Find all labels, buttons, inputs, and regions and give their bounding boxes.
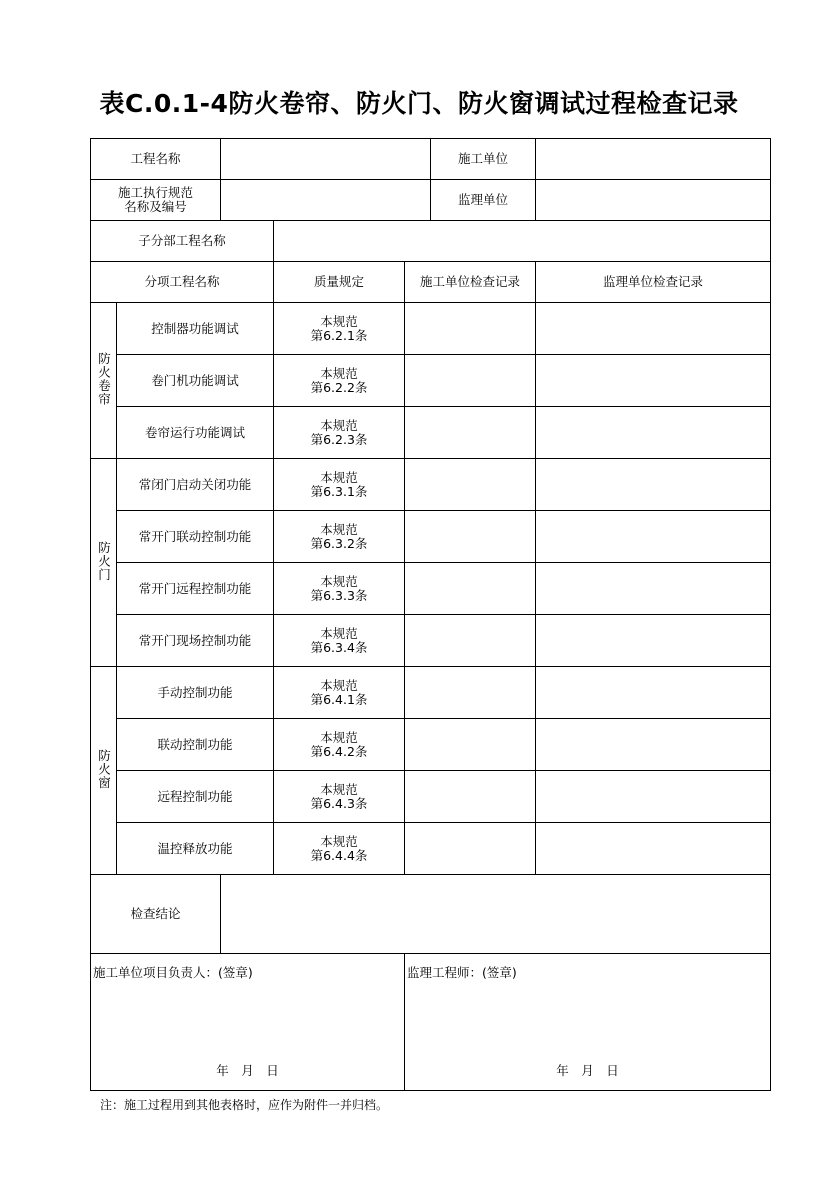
construction-signature-date: 年 月 日: [216, 1063, 279, 1078]
quality-standard: 本规范 第6.3.1条: [274, 459, 405, 511]
construction-record-cell[interactable]: [405, 615, 536, 667]
group-label-fire-door: 防火门: [91, 459, 117, 667]
conclusion-value[interactable]: [221, 875, 771, 954]
quality-standard: 本规范 第6.3.2条: [274, 511, 405, 563]
quality-standard: 本规范 第6.4.4条: [274, 823, 405, 875]
table-row-item: 常开门联动控制功能: [117, 511, 274, 563]
supervision-signature-date: 年 月 日: [556, 1063, 619, 1078]
supervision-record-cell[interactable]: [536, 823, 771, 875]
construction-record-cell[interactable]: [405, 667, 536, 719]
table-row-item: 远程控制功能: [117, 771, 274, 823]
table-row-item: 常开门现场控制功能: [117, 615, 274, 667]
group-label-fire-window: 防火窗: [91, 667, 117, 875]
supervision-signature-label: 监理工程师：(签章): [407, 965, 517, 980]
construction-record-cell[interactable]: [405, 459, 536, 511]
construction-record-cell[interactable]: [405, 303, 536, 355]
construction-record-cell[interactable]: [405, 771, 536, 823]
table-row-item: 常闭门启动关闭功能: [117, 459, 274, 511]
supervision-record-cell[interactable]: [536, 407, 771, 459]
project-name-label: 工程名称: [91, 139, 221, 180]
table-row-item: 卷帘运行功能调试: [117, 407, 274, 459]
supervision-record-cell[interactable]: [536, 615, 771, 667]
supervision-record-cell[interactable]: [536, 719, 771, 771]
construction-unit-value[interactable]: [536, 139, 771, 180]
conclusion-label: 检查结论: [91, 875, 221, 954]
table-row-item: 联动控制功能: [117, 719, 274, 771]
construction-record-cell[interactable]: [405, 719, 536, 771]
table-row-item: 常开门远程控制功能: [117, 563, 274, 615]
supervision-record-cell[interactable]: [536, 667, 771, 719]
standard-label: 施工执行规范 名称及编号: [91, 180, 221, 221]
construction-record-cell[interactable]: [405, 511, 536, 563]
footnote: 注：施工过程用到其他表格时，应作为附件一并归档。: [100, 1098, 389, 1112]
construction-record-cell[interactable]: [405, 355, 536, 407]
standard-value[interactable]: [221, 180, 431, 221]
sub-project-value[interactable]: [274, 221, 771, 262]
column-header-supervision-record: 监理单位检查记录: [536, 262, 771, 303]
quality-standard: 本规范 第6.2.1条: [274, 303, 405, 355]
group-label-fire-shutter: 防火卷帘: [91, 303, 117, 459]
supervision-signature-cell[interactable]: [405, 954, 771, 1091]
quality-standard: 本规范 第6.4.3条: [274, 771, 405, 823]
quality-standard: 本规范 第6.3.4条: [274, 615, 405, 667]
quality-standard: 本规范 第6.4.1条: [274, 667, 405, 719]
page-title: 表C.0.1-4防火卷帘、防火门、防火窗调试过程检查记录: [99, 89, 739, 118]
supervision-record-cell[interactable]: [536, 771, 771, 823]
quality-standard: 本规范 第6.2.3条: [274, 407, 405, 459]
table-row-item: 卷门机功能调试: [117, 355, 274, 407]
quality-standard: 本规范 第6.4.2条: [274, 719, 405, 771]
table-row-item: 控制器功能调试: [117, 303, 274, 355]
supervision-record-cell[interactable]: [536, 459, 771, 511]
column-header-quality: 质量规定: [274, 262, 405, 303]
quality-standard: 本规范 第6.3.3条: [274, 563, 405, 615]
supervision-record-cell[interactable]: [536, 563, 771, 615]
supervision-unit-label: 监理单位: [431, 180, 536, 221]
construction-signature-cell[interactable]: [91, 954, 405, 1091]
quality-standard: 本规范 第6.2.2条: [274, 355, 405, 407]
project-name-value[interactable]: [221, 139, 431, 180]
construction-record-cell[interactable]: [405, 823, 536, 875]
construction-unit-label: 施工单位: [431, 139, 536, 180]
table-row-item: 温控释放功能: [117, 823, 274, 875]
construction-signature-label: 施工单位项目负责人：(签章): [93, 965, 253, 980]
construction-record-cell[interactable]: [405, 563, 536, 615]
table-row-item: 手动控制功能: [117, 667, 274, 719]
column-header-construction-record: 施工单位检查记录: [405, 262, 536, 303]
supervision-record-cell[interactable]: [536, 355, 771, 407]
supervision-record-cell[interactable]: [536, 303, 771, 355]
supervision-record-cell[interactable]: [536, 511, 771, 563]
supervision-unit-value[interactable]: [536, 180, 771, 221]
sub-project-label: 子分部工程名称: [91, 221, 274, 262]
column-header-item: 分项工程名称: [91, 262, 274, 303]
construction-record-cell[interactable]: [405, 407, 536, 459]
inspection-record-table: [90, 138, 771, 1091]
